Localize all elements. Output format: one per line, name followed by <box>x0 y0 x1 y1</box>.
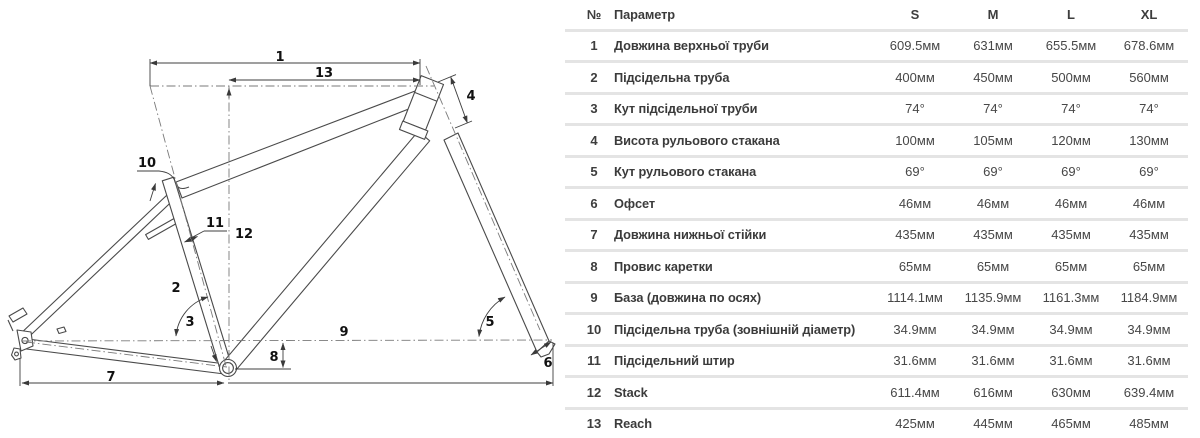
cell-value-m: 46мм <box>976 195 1010 211</box>
cell-param: Кут рульового стакана <box>614 164 757 180</box>
dim-label-4: 4 <box>466 89 476 104</box>
cell-param: База (довжина по осях) <box>614 290 762 306</box>
cell-num: 4 <box>590 132 598 148</box>
table-row <box>565 95 1188 127</box>
cell-value-xl: 65мм <box>1132 258 1166 274</box>
cell-value-l: 435мм <box>1051 227 1091 243</box>
dimension-lines <box>20 59 553 386</box>
cell-value-l: 34.9мм <box>1049 321 1093 337</box>
cell-param: Довжина нижньої стійки <box>614 227 767 243</box>
header-param: Параметр <box>614 6 675 22</box>
dim-label-6: 6 <box>543 356 553 371</box>
center-lines <box>22 66 552 383</box>
cell-value-l: 1161.3мм <box>1042 290 1100 306</box>
cell-param: Підсідельна труба <box>614 69 730 85</box>
header-num: № <box>586 6 602 22</box>
dim-label-8: 8 <box>269 350 279 365</box>
cell-param: Довжина верхньої труби <box>614 38 769 54</box>
cell-value-xl: 46мм <box>1132 195 1166 211</box>
cell-param: Кут підсідельної труби <box>614 101 758 117</box>
table-row <box>565 378 1188 410</box>
cell-value-xl: 1184.9мм <box>1120 290 1178 306</box>
dim-label-10: 10 <box>137 156 157 171</box>
cell-value-s: 74° <box>905 101 925 117</box>
frame-tubes <box>8 75 555 376</box>
cell-value-l: 69° <box>1061 164 1081 180</box>
dim-label-7: 7 <box>106 370 116 385</box>
cell-value-m: 450мм <box>973 69 1013 85</box>
cell-value-l: 655.5мм <box>1045 38 1097 54</box>
cell-value-xl: 34.9мм <box>1127 321 1171 337</box>
cell-num: 10 <box>586 321 602 337</box>
cell-num: 11 <box>587 353 601 369</box>
cell-value-s: 65мм <box>898 258 932 274</box>
cell-value-s: 46мм <box>898 195 932 211</box>
cell-num: 3 <box>590 101 598 117</box>
cell-value-m: 105мм <box>973 132 1013 148</box>
cell-num: 5 <box>590 164 598 180</box>
cell-value-xl: 485мм <box>1129 416 1169 432</box>
dim-label-11: 11 <box>205 216 225 231</box>
cell-num: 12 <box>586 384 602 400</box>
frame-geometry-diagram <box>0 0 565 438</box>
dim-label-13: 13 <box>314 66 334 81</box>
bike-frame-drawing <box>0 0 565 438</box>
cell-value-s: 425мм <box>895 416 935 432</box>
cell-value-m: 34.9мм <box>971 321 1015 337</box>
cell-num: 6 <box>590 195 598 211</box>
cell-value-m: 631мм <box>973 38 1013 54</box>
dim-label-3: 3 <box>185 315 195 330</box>
cell-num: 7 <box>590 227 598 243</box>
cell-value-xl: 69° <box>1139 164 1159 180</box>
cell-value-xl: 31.6мм <box>1127 353 1171 369</box>
cell-value-xl: 130мм <box>1129 132 1169 148</box>
cell-value-xl: 678.6мм <box>1123 38 1175 54</box>
cell-value-l: 465мм <box>1051 416 1091 432</box>
header-size-xl: XL <box>1140 6 1158 22</box>
cell-num: 13 <box>586 416 602 432</box>
table-row <box>565 347 1188 379</box>
cell-value-s: 435мм <box>895 227 935 243</box>
cell-value-l: 120мм <box>1051 132 1091 148</box>
header-size-m: M <box>987 6 999 22</box>
dim-label-9: 9 <box>339 325 349 340</box>
cell-num: 8 <box>590 258 598 274</box>
table-row <box>565 315 1188 347</box>
table-row <box>565 410 1188 438</box>
cell-value-m: 65мм <box>976 258 1010 274</box>
cell-value-s: 34.9мм <box>893 321 937 337</box>
cell-value-xl: 639.4мм <box>1123 384 1175 400</box>
cell-value-s: 609.5мм <box>889 38 941 54</box>
geometry-table <box>565 0 1188 438</box>
cell-param: Підсідельний штир <box>614 353 735 369</box>
cell-param: Висота рульового стакана <box>614 132 780 148</box>
cell-value-s: 611.4мм <box>890 384 940 400</box>
header-size-l: L <box>1067 6 1075 22</box>
cell-value-l: 74° <box>1061 101 1081 117</box>
cell-param: Stack <box>614 384 648 400</box>
table-row <box>565 158 1188 190</box>
cell-value-m: 445мм <box>973 416 1013 432</box>
cell-value-m: 74° <box>983 101 1003 117</box>
cell-param: Підсідельна труба (зовнішній діаметр) <box>614 321 856 337</box>
cell-value-xl: 74° <box>1139 101 1159 117</box>
cell-param: Reach <box>614 416 652 432</box>
cell-value-m: 69° <box>983 164 1003 180</box>
cell-value-l: 500мм <box>1051 69 1091 85</box>
cell-value-l: 31.6мм <box>1049 353 1093 369</box>
cell-value-s: 69° <box>905 164 925 180</box>
table-row <box>565 32 1188 64</box>
cell-value-m: 1135.9мм <box>964 290 1022 306</box>
dim-label-1: 1 <box>275 50 285 65</box>
cell-value-m: 31.6мм <box>971 353 1015 369</box>
cell-value-s: 1114.1мм <box>887 290 943 306</box>
cell-value-m: 435мм <box>973 227 1013 243</box>
dim-label-12: 12 <box>234 227 254 242</box>
table-header-row <box>565 0 1188 32</box>
dim-label-5: 5 <box>485 315 495 330</box>
cell-value-l: 46мм <box>1054 195 1088 211</box>
cell-value-l: 65мм <box>1054 258 1088 274</box>
cell-num: 1 <box>590 38 598 54</box>
cell-param: Провис каретки <box>614 258 713 274</box>
cell-value-l: 630мм <box>1051 384 1091 400</box>
table-row <box>565 252 1188 284</box>
cell-value-xl: 435мм <box>1129 227 1169 243</box>
cell-value-s: 100мм <box>895 132 935 148</box>
table-row <box>565 63 1188 95</box>
table-row <box>565 189 1188 221</box>
table-row <box>565 221 1188 253</box>
cell-num: 9 <box>590 290 598 306</box>
cell-value-m: 616мм <box>973 384 1013 400</box>
cell-value-s: 400мм <box>895 69 935 85</box>
cell-value-xl: 560мм <box>1129 69 1169 85</box>
table-row <box>565 284 1188 316</box>
cell-param: Офсет <box>614 195 655 211</box>
header-size-s: S <box>910 6 920 22</box>
dim-label-2: 2 <box>171 281 181 296</box>
table-row <box>565 126 1188 158</box>
cell-value-s: 31.6мм <box>893 353 937 369</box>
cell-num: 2 <box>590 69 598 85</box>
